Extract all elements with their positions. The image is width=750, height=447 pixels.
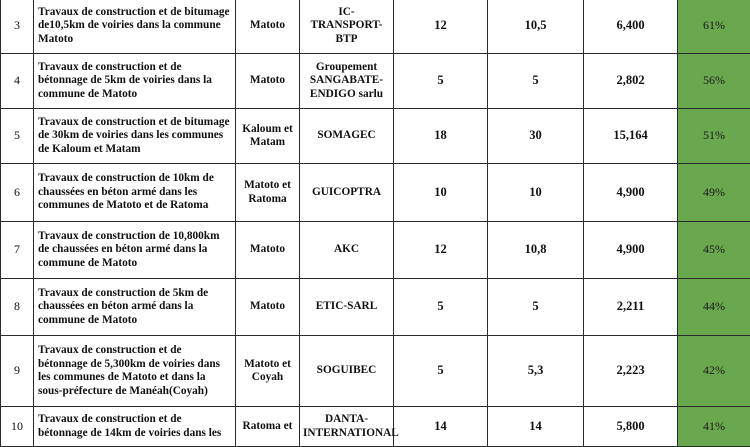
amount: 4,900 xyxy=(584,222,678,279)
progress-percent: 56% xyxy=(678,54,750,109)
project-description: Travaux de construction et de bétonnage de 5km de voiries dans la commune de Matoto xyxy=(34,54,236,109)
project-description: Travaux de construction et de bitumage de10,5km de voiries dans la commune Matoto xyxy=(34,0,236,54)
value-a: 12 xyxy=(394,0,488,54)
locality: Ratoma et xyxy=(236,407,300,447)
progress-percent: 42% xyxy=(678,336,750,407)
company: SOGUIBEC xyxy=(300,336,394,407)
company: AKC xyxy=(300,222,394,279)
value-a: 12 xyxy=(394,222,488,279)
company: Groupement SANGABATE-ENDIGO sarlu xyxy=(300,54,394,109)
locality: Kaloum et Matam xyxy=(236,109,300,164)
value-b: 5 xyxy=(488,279,584,336)
project-description: Travaux de construction de 10,800km de chaussées en béton armé dans la commune de Matoto xyxy=(34,222,236,279)
row-number: 7 xyxy=(1,222,34,279)
row-number: 4 xyxy=(1,54,34,109)
value-b: 14 xyxy=(488,407,584,447)
table-row xyxy=(1,109,750,164)
locality: Matoto xyxy=(236,54,300,109)
company: IC-TRANSPORT-BTP xyxy=(300,0,394,54)
value-b: 5 xyxy=(488,54,584,109)
progress-percent: 41% xyxy=(678,407,750,447)
row-number: 10 xyxy=(1,407,34,447)
value-b: 30 xyxy=(488,109,584,164)
amount: 5,800 xyxy=(584,407,678,447)
value-a: 14 xyxy=(394,407,488,447)
value-a: 5 xyxy=(394,336,488,407)
table-row xyxy=(1,164,750,222)
table-row xyxy=(1,222,750,279)
progress-percent: 44% xyxy=(678,279,750,336)
table-row xyxy=(1,407,750,447)
amount: 6,400 xyxy=(584,0,678,54)
progress-percent: 49% xyxy=(678,164,750,222)
project-description: Travaux de construction et de bitumage de 30km de voiries dans les communes de Kaloum et Matam xyxy=(34,109,236,164)
company: DANTA-INTERNATIONAL xyxy=(300,407,394,447)
row-number: 6 xyxy=(1,164,34,222)
project-description: Travaux de construction de 5km de chaussées en béton armé dans la commune de Matoto xyxy=(34,279,236,336)
row-number: 9 xyxy=(1,336,34,407)
value-b: 10,5 xyxy=(488,0,584,54)
row-number: 8 xyxy=(1,279,34,336)
company: GUICOPTRA xyxy=(300,164,394,222)
company: ETIC-SARL xyxy=(300,279,394,336)
table-row xyxy=(1,54,750,109)
value-a: 10 xyxy=(394,164,488,222)
row-number: 5 xyxy=(1,109,34,164)
progress-percent: 61% xyxy=(678,0,750,54)
amount: 2,223 xyxy=(584,336,678,407)
amount: 2,802 xyxy=(584,54,678,109)
progress-percent: 51% xyxy=(678,109,750,164)
locality: Matoto et Coyah xyxy=(236,336,300,407)
value-b: 10,8 xyxy=(488,222,584,279)
locality: Matoto xyxy=(236,222,300,279)
value-b: 10 xyxy=(488,164,584,222)
project-description: Travaux de construction de 10km de chaussées en béton armé dans les communes de Matoto et de Ratoma xyxy=(34,164,236,222)
table-row xyxy=(1,279,750,336)
value-a: 5 xyxy=(394,54,488,109)
row-number: 3 xyxy=(1,0,34,54)
locality: Matoto et Ratoma xyxy=(236,164,300,222)
locality: Matoto xyxy=(236,279,300,336)
progress-percent: 45% xyxy=(678,222,750,279)
company: SOMAGEC xyxy=(300,109,394,164)
locality: Matoto xyxy=(236,0,300,54)
project-description: Travaux de construction et de bétonnage de 5,300km de voiries dans les communes de Matoto et dans la sous-préfecture de Manéah(Coyah) xyxy=(34,336,236,407)
table-row xyxy=(1,336,750,407)
amount: 2,211 xyxy=(584,279,678,336)
value-a: 18 xyxy=(394,109,488,164)
project-description: Travaux de construction et de bétonnage de 14km de voiries dans les xyxy=(34,407,236,447)
table-row xyxy=(1,0,750,54)
value-b: 5,3 xyxy=(488,336,584,407)
amount: 4,900 xyxy=(584,164,678,222)
amount: 15,164 xyxy=(584,109,678,164)
value-a: 5 xyxy=(394,279,488,336)
